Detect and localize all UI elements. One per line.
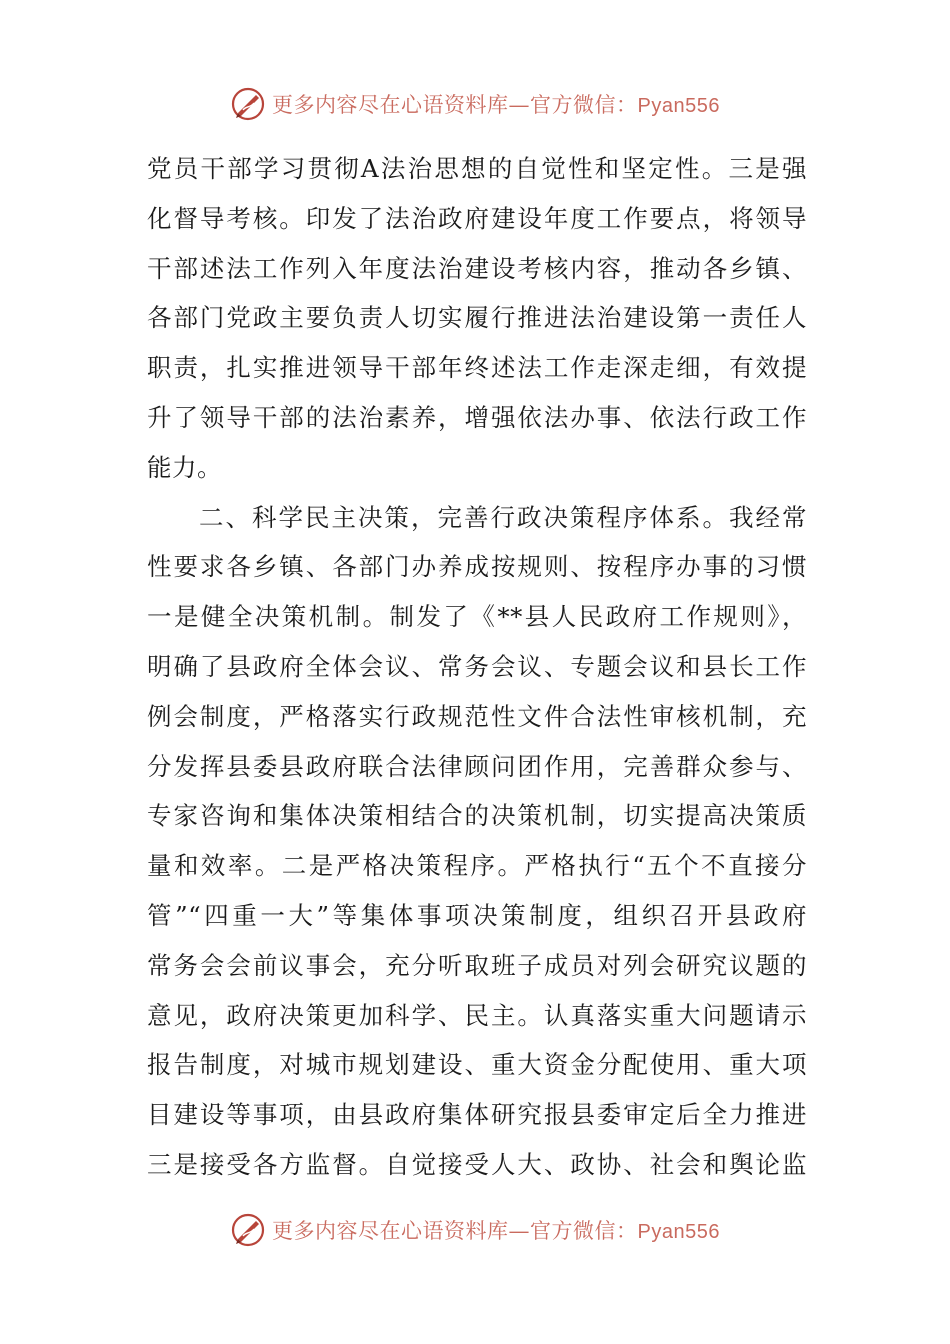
text-line: 党员干部学习贯彻A法治思想的自觉性和坚定性。三是强 [147,154,807,183]
text-line: 三是接受各方监督。自觉接受人大、政协、社会和舆论监 [147,1149,807,1179]
pen-logo-icon [230,1212,266,1248]
pen-logo-icon [230,86,266,122]
text-line: 目建设等事项，由县政府集体研究报县委审定后全力推进 [147,1100,807,1130]
text-line: 职责，扎实推进领导干部年终述法工作走深走细，有效提 [147,353,807,383]
text-line: 意见，政府决策更加科学、民主。认真落实重大问题请示 [147,1000,807,1030]
text-line: 量和效率。二是严格决策程序。严格执行“五个不直接分 [147,851,807,881]
wechat-id: Pyan556 [637,95,720,117]
banner-text: 更多内容尽在心语资料库—官方微信：Pyan556 [272,1219,720,1243]
header-banner [0,82,950,126]
text-line: 性要求各乡镇、各部门办养成按规则、按程序办事的习惯 [147,552,807,582]
footer-banner [0,1208,950,1252]
text-line: 化督导考核。印发了法治政府建设年度工作要点，将领导 [147,203,807,233]
document-body [147,144,807,1190]
text-line: 分发挥县委县政府联合法律顾问团作用，完善群众参与、 [147,751,807,781]
text-line: 管”“四重一大”等集体事项决策制度，组织召开县政府 [147,900,807,930]
text-line: 一是健全决策机制。制发了《**县人民政府工作规则》， [147,602,807,632]
text-line: 各部门党政主要负责人切实履行推进法治建设第一责任人 [147,303,807,333]
text-line: 常务会会前议事会，充分听取班子成员对列会研究议题的 [147,950,807,980]
text-line: 升了领导干部的法治素养，增强依法办事、依法行政工作 [147,402,807,432]
text-line: 干部述法工作列入年度法治建设考核内容，推动各乡镇、 [147,253,807,283]
text-line: 专家咨询和集体决策相结合的决策机制，切实提高决策质 [147,801,807,831]
text-line: 明确了县政府全体会议、常务会议、专题会议和县长工作 [147,651,807,681]
wechat-id: Pyan556 [637,1221,720,1243]
banner-text: 更多内容尽在心语资料库—官方微信：Pyan556 [272,93,720,117]
paragraph-1 [147,144,807,493]
text-line: 能力。 [147,452,222,482]
text-line: 例会制度，严格落实行政规范性文件合法性审核机制，充 [147,701,807,731]
paragraph-2 [147,493,807,1190]
text-line: 报告制度，对城市规划建设、重大资金分配使用、重大项 [147,1050,807,1080]
section-heading-line: 二、科学民主决策，完善行政决策程序体系。我经常 [199,502,807,532]
